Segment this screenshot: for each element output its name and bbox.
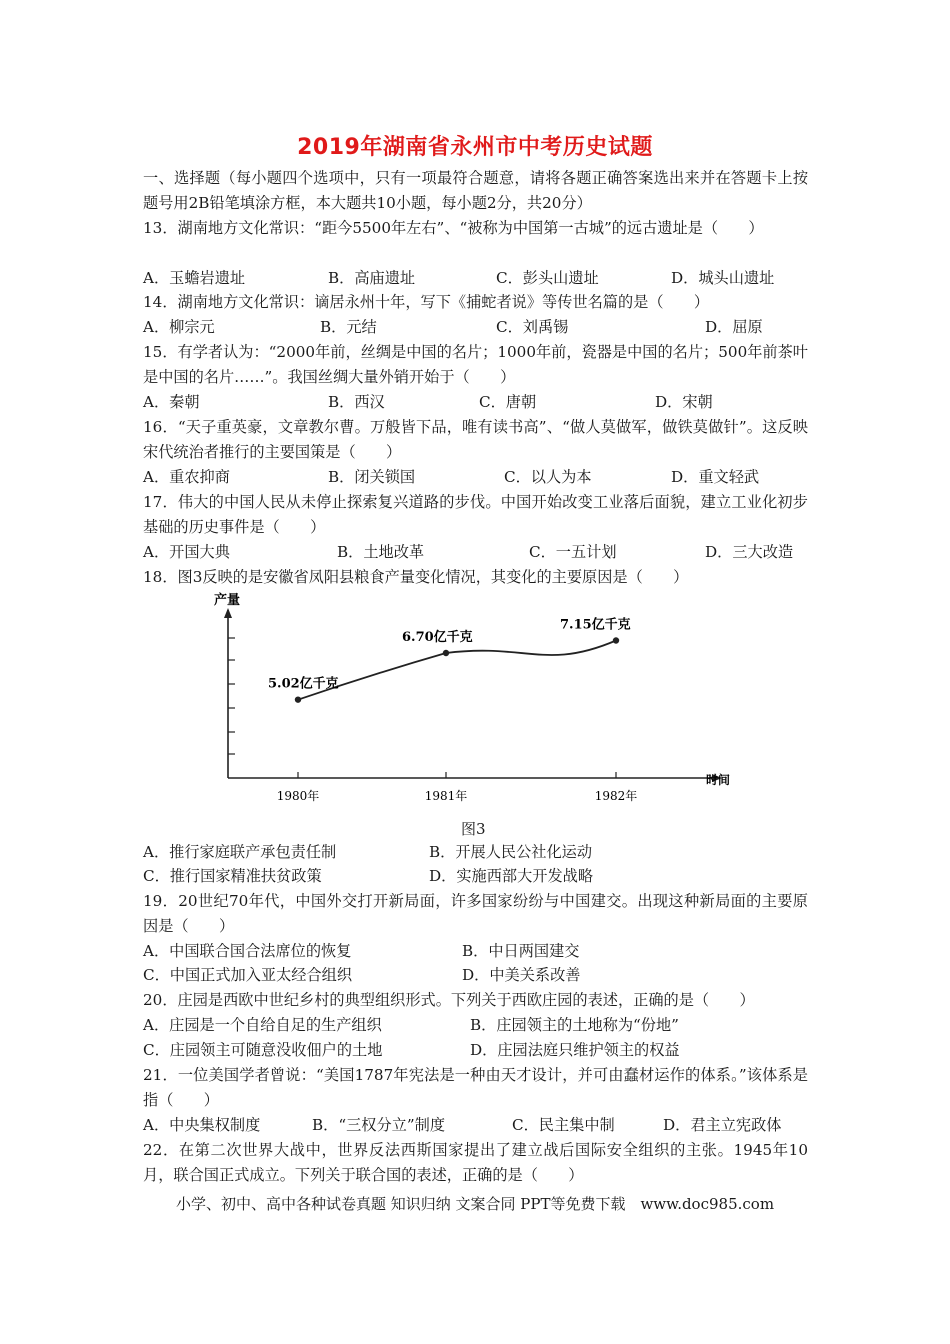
x-axis-label: 时间: [706, 773, 731, 787]
data-label: 5.02亿千克: [268, 676, 339, 692]
page-footer: 小学、初中、高中各种试卷真题 知识归纳 文案合同 PPT等免费下载 www.doc985.com: [175, 1195, 775, 1213]
question-13-stem: 13．湖南地方文化常识：“距今5500年左右”、“被称为中国第一古城”的远古遗址是（ ）: [143, 219, 764, 237]
figure-3-line-chart: [200, 588, 760, 808]
q15-option-a: A．秦朝: [143, 393, 200, 411]
q19-option-c: C．中国正式加入亚太经合组织: [143, 966, 353, 984]
data-label: 7.15亿千克: [560, 617, 631, 633]
series-line: [298, 641, 616, 700]
question-19-stem: 19．20世纪70年代，中国外交打开新局面，许多国家纷纷与中国建交。出现这种新局面的主要原因是（ ）: [143, 892, 808, 935]
q16-option-c: C．以人为本: [504, 468, 592, 486]
question-17-stem: 17．伟大的中国人民从未停止探索复兴道路的步伐。中国开始改变工业落后面貌，建立工业化初步基础的历史事件是（ ）: [143, 493, 808, 536]
q14-option-a: A．柳宗元: [143, 318, 215, 336]
data-point: [443, 650, 449, 656]
q21-option-b: B．“三权分立”制度: [312, 1116, 446, 1134]
question-14-stem: 14．湖南地方文化常识：谪居永州十年，写下《捕蛇者说》等传世名篇的是（ ）: [143, 293, 710, 311]
q16-option-b: B．闭关锁国: [328, 468, 416, 486]
q15-option-b: B．西汉: [328, 393, 385, 411]
q13-option-b: B．高庙遗址: [328, 269, 416, 287]
x-tick-label: 1982年: [594, 789, 638, 803]
q14-option-d: D．屈原: [705, 318, 763, 336]
question-15-stem: 15．有学者认为：“2000年前，丝绸是中国的名片；1000年前，瓷器是中国的名片；500年前茶叶是中国的名片……”。我国丝绸大量外销开始于（ ）: [143, 343, 808, 386]
q14-option-c: C．刘禹锡: [496, 318, 569, 336]
q13-option-a: A．玉蟾岩遗址: [143, 269, 246, 287]
q19-option-d: D．中美关系改善: [462, 966, 581, 984]
q20-option-b: B．庄园领主的土地称为“份地”: [470, 1016, 679, 1034]
figure-caption: 图3: [461, 820, 486, 838]
q13-option-d: D．城头山遗址: [671, 269, 775, 287]
q19-option-a: A．中国联合国合法席位的恢复: [143, 942, 352, 960]
q20-option-a: A．庄园是一个自给自足的生产组织: [143, 1016, 382, 1034]
q15-option-c: C．唐朝: [479, 393, 537, 411]
q21-option-c: C．民主集中制: [512, 1116, 615, 1134]
y-axis-arrow: [224, 608, 232, 618]
q20-option-c: C．庄园领主可随意没收佃户的土地: [143, 1041, 383, 1059]
q16-option-a: A．重农抑商: [143, 468, 230, 486]
x-tick-label: 1981年: [424, 789, 468, 803]
q13-option-c: C．彭头山遗址: [496, 269, 599, 287]
q21-option-a: A．中央集权制度: [143, 1116, 261, 1134]
data-label: 6.70亿千克: [402, 630, 473, 645]
chart-axes: [214, 592, 730, 803]
q19-option-b: B．中日两国建交: [462, 942, 580, 960]
q18-option-c: C．推行国家精准扶贫政策: [143, 867, 322, 885]
question-22-stem: 22．在第二次世界大战中，世界反法西斯国家提出了建立战后国际安全组织的主张。1945年10月，联合国正式成立。下列关于联合国的表述，正确的是（ ）: [143, 1141, 808, 1184]
q17-option-a: A．开国大典: [143, 543, 230, 561]
question-20-stem: 20．庄园是西欧中世纪乡村的典型组织形式。下列关于西欧庄园的表述，正确的是（ ）: [143, 991, 755, 1009]
section-instructions: 一、选择题（每小题四个选项中，只有一项最符合题意，请将各题正确答案选出来并在答题卡上按题号用2B铅笔填涂方框，本大题共10小题，每小题2分，共20分）: [143, 169, 808, 212]
x-tick-label: 1980年: [276, 789, 320, 803]
q21-option-d: D．君主立宪政体: [663, 1116, 782, 1134]
q20-option-d: D．庄园法庭只维护领主的权益: [470, 1041, 680, 1059]
q17-option-d: D．三大改造: [705, 543, 794, 561]
q14-option-b: B．元结: [320, 318, 377, 336]
question-21-stem: 21．一位美国学者曾说：“美国1787年宪法是一种由天才设计，并可由蠢材运作的体系。”该体系是指（ ）: [143, 1066, 808, 1109]
chart-marks: [268, 617, 631, 703]
y-axis-label: 产量: [214, 593, 241, 608]
q17-option-c: C．一五计划: [529, 543, 617, 561]
question-18-stem: 18．图3反映的是安徽省凤阳县粮食产量变化情况，其变化的主要原因是（ ）: [143, 568, 689, 586]
q18-option-a: A．推行家庭联产承包责任制: [143, 843, 337, 861]
data-point: [295, 696, 301, 702]
question-16-stem: 16．“天子重英豪，文章教尔曹。万般皆下品，唯有读书高”、“做人莫做军，做铁莫做针”。这反映宋代统治者推行的主要国策是（ ）: [143, 418, 808, 461]
q17-option-b: B．土地改革: [337, 543, 425, 561]
page-title: 2019年湖南省永州市中考历史试题: [297, 135, 653, 160]
q18-option-b: B．开展人民公社化运动: [429, 843, 593, 861]
data-point: [613, 637, 619, 643]
q16-option-d: D．重文轻武: [671, 468, 760, 486]
q18-option-d: D．实施西部大开发战略: [429, 867, 594, 885]
q15-option-d: D．宋朝: [655, 393, 713, 411]
